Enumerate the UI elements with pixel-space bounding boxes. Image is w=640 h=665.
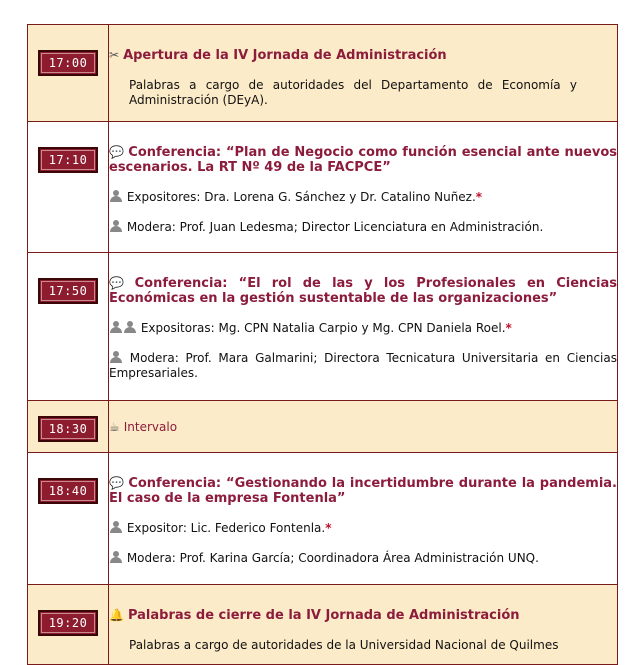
speakers: Expositor: Lic. Federico Fontenla. <box>126 521 326 535</box>
person-icon <box>123 321 137 333</box>
speakers: Expositores: Dra. Lorena G. Sánchez y Dr. Catalino Nuñez. <box>126 190 476 204</box>
asterisk-mark: * <box>325 521 332 535</box>
person-icon <box>109 521 123 533</box>
session-title: Apertura de la IV Jornada de Administración <box>123 48 447 63</box>
moderator: Modera: Prof. Mara Galmarini; Directora Tecnicatura Universitaria en Ciencias Empresariales. <box>109 351 617 380</box>
time-display: 18:40 <box>38 478 98 504</box>
person-icon <box>109 190 123 202</box>
schedule-row <box>28 585 618 665</box>
schedule-row <box>28 453 618 585</box>
session-title: Conferencia: “Plan de Negocio como función esencial ante nuevos escenarios. La RT Nº 49 de la FACPCE” <box>109 145 617 175</box>
speakers: Expositoras: Mg. CPN Natalia Carpio y Mg. CPN Daniela Roel. <box>140 321 506 335</box>
time-display: 17:50 <box>38 278 98 304</box>
schedule-row <box>28 122 618 253</box>
person-icon <box>109 351 123 363</box>
time-display: 17:10 <box>38 147 98 173</box>
time-display: 18:30 <box>38 416 98 442</box>
speech-bubble-icon: 💬 <box>109 145 125 159</box>
coffee-icon: ☕ <box>109 420 120 434</box>
schedule-table <box>27 24 618 665</box>
bell-icon: 🔔 <box>109 608 124 622</box>
schedule-row <box>28 253 618 401</box>
person-icon <box>109 220 123 232</box>
session-description: Palabras a cargo de autoridades del Departamento de Economía y Administración (DEyA). <box>129 78 577 107</box>
moderator: Modera: Prof. Juan Ledesma; Director Licenciatura en Administración. <box>126 220 544 234</box>
scissors-icon: ✂ <box>109 48 120 62</box>
schedule-row <box>28 401 618 453</box>
asterisk-mark: * <box>505 321 512 335</box>
person-icon <box>109 551 123 563</box>
session-title: Conferencia: “Gestionando la incertidumbre durante la pandemia. El caso de la empresa Fontenla” <box>109 476 617 506</box>
time-display: 17:00 <box>38 50 98 76</box>
time-display: 19:20 <box>38 610 98 636</box>
session-title: Intervalo <box>123 420 178 434</box>
moderator: Modera: Prof. Karina García; Coordinadora Área Administración UNQ. <box>126 551 539 565</box>
session-title: Conferencia: “El rol de las y los Profesionales en Ciencias Económicas en la gestión sustentable de las organizaciones” <box>109 276 617 306</box>
session-title: Palabras de cierre de la IV Jornada de Administración <box>127 608 520 623</box>
session-description: Palabras a cargo de autoridades de la Universidad Nacional de Quilmes <box>129 638 559 652</box>
asterisk-mark: * <box>475 190 483 204</box>
person-icon <box>109 321 123 333</box>
schedule-row <box>28 25 618 122</box>
speech-bubble-icon: 💬 <box>109 276 131 290</box>
speech-bubble-icon: 💬 <box>109 476 125 490</box>
